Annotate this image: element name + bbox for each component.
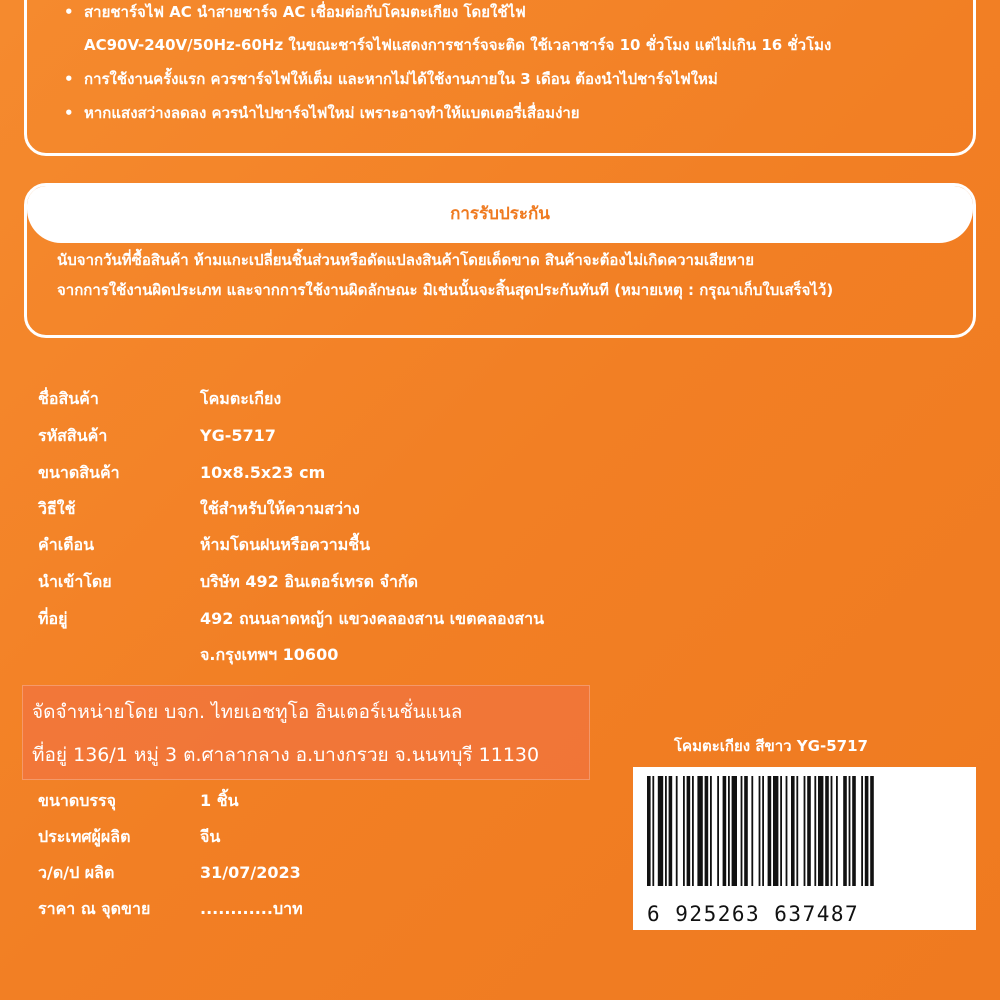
barcode-bar bbox=[652, 776, 654, 886]
spec-label: ขนาดบรรจุ bbox=[38, 791, 116, 810]
barcode-bar bbox=[786, 776, 788, 886]
barcode-bar bbox=[732, 776, 737, 886]
spec-value: ห้ามโดนฝนหรือความชื้น bbox=[200, 535, 371, 554]
barcode-bar bbox=[849, 776, 851, 886]
spec-label: ที่อยู่ bbox=[38, 609, 68, 628]
spec-value: 31/07/2023 bbox=[200, 863, 301, 882]
barcode-bar bbox=[744, 776, 748, 886]
spec-value: โคมตะเกียง bbox=[200, 389, 282, 408]
barcode-bar bbox=[717, 776, 719, 886]
warranty-line: นับจากวันที่ซื้อสินค้า ห้ามแกะเปลี่ยนชิ้นส่วนหรือดัดแปลงสินค้าโดยเด็ดขาด สินค้าจะต้องไม่เกิดความเสียหาย bbox=[57, 251, 755, 269]
warranty-line: จากการใช้งานผิดประเภท และจากการใช้งานผิดลักษณะ มิเช่นนั้นจะสิ้นสุดประกันทันที (หมายเหตุ : กรุณาเก็บใบเสร็จไว้) bbox=[57, 281, 834, 299]
spec-label: คำเตือน bbox=[38, 535, 95, 554]
barcode-bar bbox=[870, 776, 874, 886]
barcode-bar bbox=[818, 776, 823, 886]
warranty-title: การรับประกัน bbox=[27, 186, 973, 243]
spec-value: ............บาท bbox=[200, 899, 303, 918]
barcode-bar bbox=[773, 776, 778, 886]
barcode-bar bbox=[665, 776, 667, 886]
spec-label: ชื่อสินค้า bbox=[38, 389, 99, 408]
barcode-bar bbox=[865, 776, 869, 886]
spec-value: YG-5717 bbox=[200, 426, 276, 445]
spec-value: ใช้สำหรับให้ความสว่าง bbox=[200, 499, 360, 518]
spec-value: 10x8.5x23 cm bbox=[200, 463, 326, 482]
barcode-bar bbox=[658, 776, 663, 886]
spec-label: รหัสสินค้า bbox=[38, 426, 108, 445]
barcode-digits: 6 925263 637487 bbox=[647, 902, 860, 926]
spec-label: วิธีใช้ bbox=[38, 499, 76, 518]
barcode bbox=[633, 767, 976, 930]
barcode-bar bbox=[780, 776, 782, 886]
barcode-bar bbox=[692, 776, 694, 886]
spec-label: ประเทศผู้ผลิต bbox=[38, 827, 131, 846]
barcode-bar bbox=[852, 776, 856, 886]
barcode-bar bbox=[791, 776, 795, 886]
spec-value: จ.กรุงเทพฯ 10600 bbox=[200, 645, 339, 664]
barcode-bar bbox=[796, 776, 798, 886]
barcode-bar bbox=[697, 776, 702, 886]
charging-note-continued: AC90V-240V/50Hz-60Hz ในขณะชาร์จไฟแสดงการชาร์จจะติด ใช้เวลาชาร์จ 10 ชั่วโมง แต่ไม่เกิน 16 ชั่วโมง bbox=[84, 36, 832, 54]
distributor-address: ที่อยู่ 136/1 หมู่ 3 ต.ศาลากลาง อ.บางกรวย จ.นนทบุรี 11130 bbox=[32, 744, 540, 766]
warranty-text bbox=[27, 243, 973, 305]
barcode-bar bbox=[759, 776, 761, 886]
barcode-bar bbox=[705, 776, 709, 886]
barcode-bar bbox=[861, 776, 863, 886]
barcode-bar bbox=[723, 776, 727, 886]
product-caption: โคมตะเกียง สีขาว YG-5717 bbox=[674, 737, 868, 755]
charging-note: • หากแสงสว่างลดลง ควรนำไปชาร์จไฟใหม่ เพราะอาจทำให้แบตเตอรี่เสื่อมง่าย bbox=[58, 96, 580, 131]
barcode-bar bbox=[647, 776, 651, 886]
spec-label: ขนาดสินค้า bbox=[38, 463, 120, 482]
barcode-bar bbox=[710, 776, 712, 886]
spec-label: นำเข้าโดย bbox=[38, 572, 112, 591]
barcode-bar bbox=[676, 776, 678, 886]
spec-value: 492 ถนนลาดหญ้า แขวงคลองสาน เขตคลองสาน bbox=[200, 609, 545, 628]
distributor-sticker bbox=[22, 685, 590, 780]
warranty-box bbox=[24, 183, 976, 338]
barcode-bar bbox=[825, 776, 829, 886]
spec-value: 1 ชิ้น bbox=[200, 791, 239, 810]
charging-note: • สายชาร์จไฟ AC นำสายชาร์จ AC เชื่อมต่อกับโคมตะเกียง โดยใช้ไฟ bbox=[58, 0, 526, 30]
barcode-bar bbox=[762, 776, 764, 886]
barcode-bar bbox=[807, 776, 811, 886]
barcode-bar bbox=[669, 776, 673, 886]
barcode-bar bbox=[831, 776, 833, 886]
barcode-bar bbox=[836, 776, 838, 886]
barcode-bar bbox=[687, 776, 691, 886]
barcode-bar bbox=[814, 776, 816, 886]
barcode-bar bbox=[728, 776, 730, 886]
spec-value: จีน bbox=[200, 827, 221, 846]
barcode-bars bbox=[645, 776, 963, 886]
barcode-bar bbox=[683, 776, 685, 886]
barcode-bar bbox=[768, 776, 772, 886]
barcode-bar bbox=[843, 776, 847, 886]
spec-value: บริษัท 492 อินเตอร์เทรด จำกัด bbox=[200, 572, 418, 591]
spec-label: ว/ด/ป ผลิต bbox=[38, 863, 115, 882]
barcode-bar bbox=[751, 776, 753, 886]
spec-label: ราคา ณ จุดขาย bbox=[38, 899, 151, 918]
distributor-line: จัดจำหน่ายโดย บจก. ไทยเอชทูโอ อินเตอร์เนชั่นแนล bbox=[32, 701, 463, 723]
barcode-bar bbox=[741, 776, 743, 886]
charging-note: • การใช้งานครั้งแรก ควรชาร์จไฟให้เต็ม และหากไม่ได้ใช้งานภายใน 3 เดือน ต้องนำไปชาร์จไฟใหม่ bbox=[58, 62, 718, 97]
barcode-bar bbox=[804, 776, 806, 886]
